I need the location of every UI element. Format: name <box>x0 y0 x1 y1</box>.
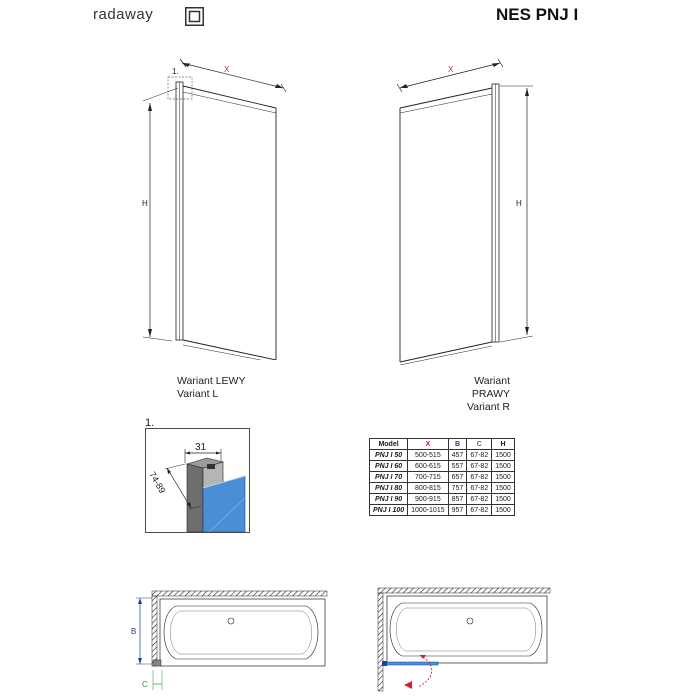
cell-c: 67-82 <box>467 450 492 461</box>
cell-x: 900-915 <box>408 494 448 505</box>
document-title: NES PNJ I <box>496 5 579 24</box>
table-row <box>370 450 515 461</box>
cell-b: 757 <box>448 483 467 494</box>
detail-width-label: 31 <box>195 442 207 453</box>
cell-h: 1500 <box>492 483 515 494</box>
cell-model: PNJ I 70 <box>370 472 408 483</box>
detail-range-label: 74-89 <box>147 470 168 495</box>
top-view-right-drawing <box>370 585 555 698</box>
detail-ref-box <box>168 77 192 99</box>
detail-ref-label: 1. <box>172 67 179 76</box>
col-h: H <box>492 439 515 450</box>
variant-right-drawing <box>395 55 535 365</box>
cell-model: PNJ I 100 <box>370 505 408 516</box>
col-x: X <box>408 439 448 450</box>
cell-x: 600-615 <box>408 461 448 472</box>
spec-table-header <box>370 439 515 450</box>
table-row <box>370 461 515 472</box>
dimension-x-label-right: X <box>448 65 454 74</box>
cell-model: PNJ I 50 <box>370 450 408 461</box>
top-view-left-drawing <box>130 588 330 698</box>
dimension-c-label: C <box>142 680 148 689</box>
detail-profile-drawing <box>145 428 250 533</box>
col-c: C <box>467 439 492 450</box>
cell-b: 657 <box>448 472 467 483</box>
cell-c: 67-82 <box>467 461 492 472</box>
col-model: Model <box>370 439 408 450</box>
variant-left-drawing <box>140 55 290 360</box>
dimension-h-label: H <box>142 199 148 208</box>
cell-x: 1000-1015 <box>408 505 448 516</box>
variant-right-caption <box>436 375 510 414</box>
cell-b: 857 <box>448 494 467 505</box>
cell-c: 67-82 <box>467 505 492 516</box>
cell-b: 557 <box>448 461 467 472</box>
table-row <box>370 494 515 505</box>
cell-c: 67-82 <box>467 494 492 505</box>
cell-x: 700-715 <box>408 472 448 483</box>
brand-logo-icon <box>185 7 204 26</box>
variant-right-line1: Wariant PRAWY <box>471 375 510 400</box>
cell-model: PNJ I 80 <box>370 483 408 494</box>
dimension-x-label: X <box>224 65 230 74</box>
brand-name: radaway <box>93 6 154 23</box>
table-row <box>370 483 515 494</box>
cell-c: 67-82 <box>467 472 492 483</box>
variant-left-line2: Variant L <box>177 388 219 400</box>
dimension-b-label: B <box>131 627 137 636</box>
col-b: B <box>448 439 467 450</box>
table-row <box>370 505 515 516</box>
cell-h: 1500 <box>492 472 515 483</box>
cell-x: 800-815 <box>408 483 448 494</box>
cell-b: 957 <box>448 505 467 516</box>
detail-number: 1. <box>145 417 155 429</box>
cell-x: 500-515 <box>408 450 448 461</box>
cell-h: 1500 <box>492 461 515 472</box>
variant-right-line2: Variant R <box>467 401 510 413</box>
cell-model: PNJ I 90 <box>370 494 408 505</box>
cell-b: 457 <box>448 450 467 461</box>
cell-h: 1500 <box>492 450 515 461</box>
cell-h: 1500 <box>492 494 515 505</box>
cell-c: 67-82 <box>467 483 492 494</box>
spec-table <box>369 438 515 516</box>
cell-model: PNJ I 60 <box>370 461 408 472</box>
variant-left-line1: Wariant LEWY <box>177 375 246 387</box>
variant-left-caption <box>177 375 245 401</box>
dimension-h-label-right: H <box>516 199 522 208</box>
table-row <box>370 472 515 483</box>
cell-h: 1500 <box>492 505 515 516</box>
